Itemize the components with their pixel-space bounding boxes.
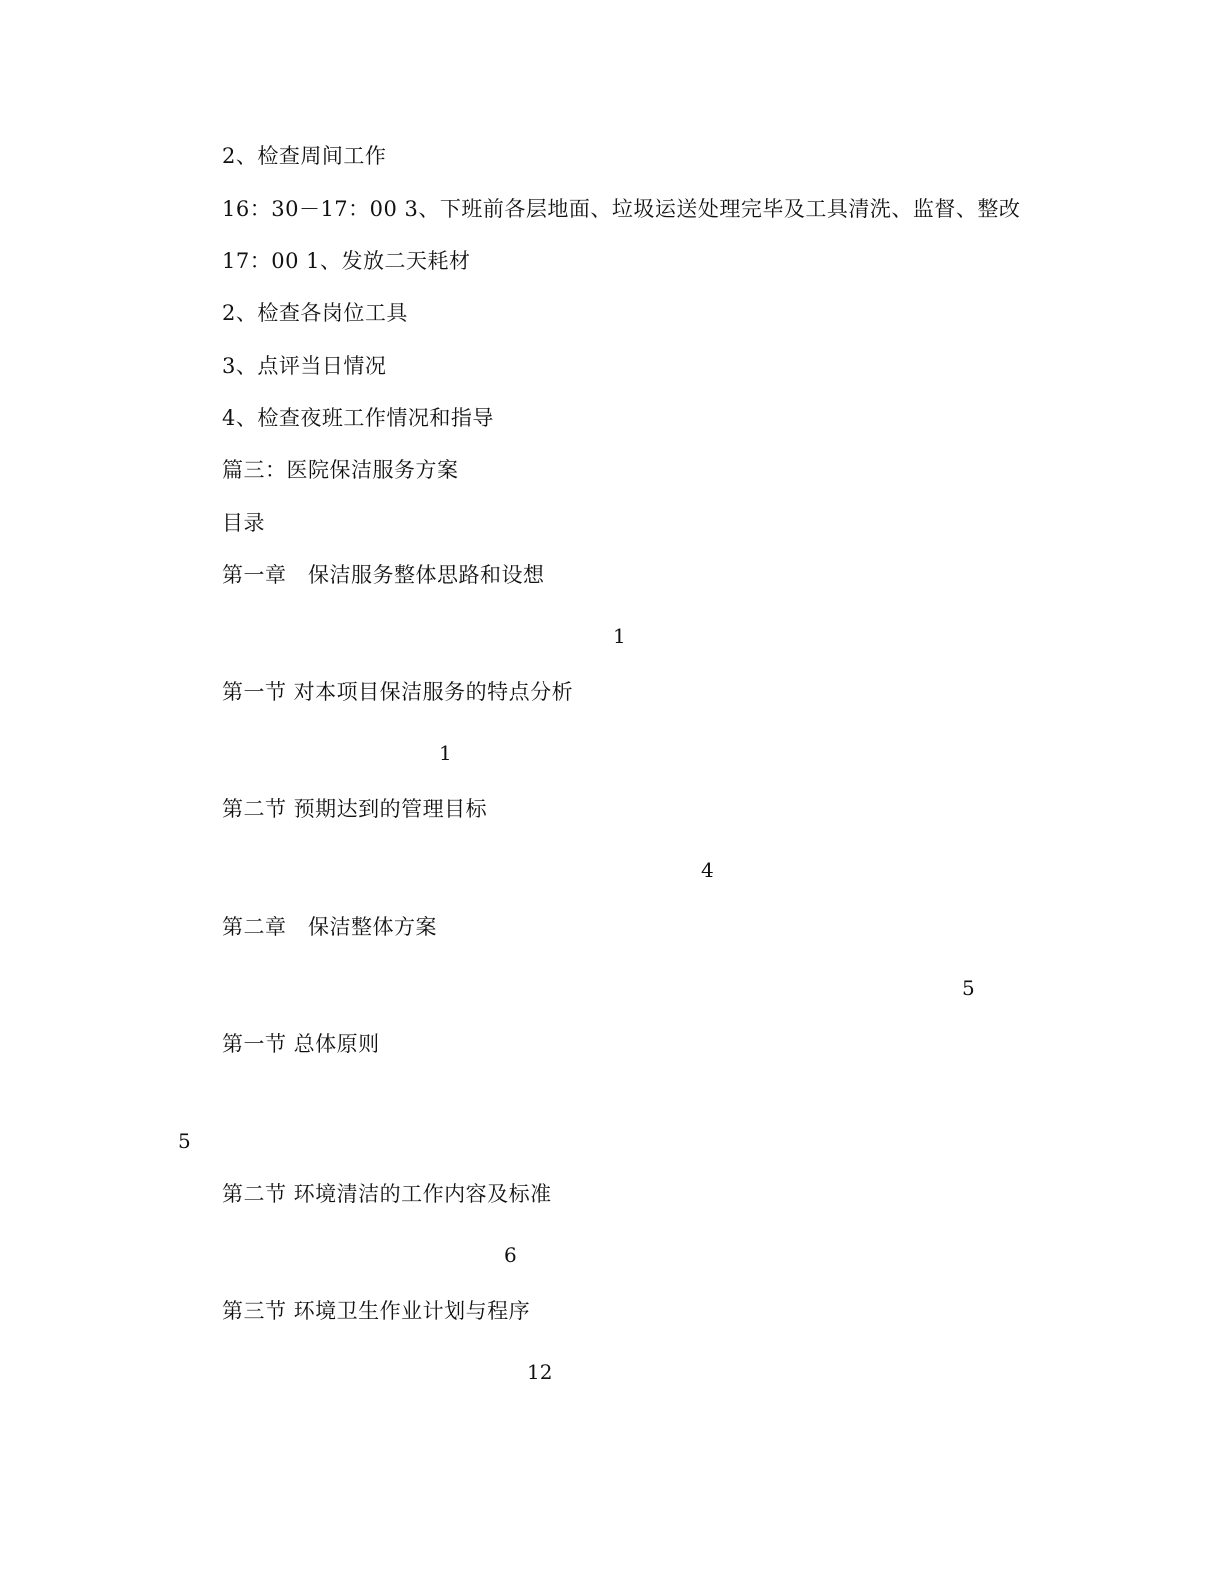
toc-entry-page: 6 [504,1243,517,1267]
toc-entry-page: 1 [613,624,626,648]
toc-entry-page: 5 [962,976,975,1000]
text-line: 3、点评当日情况 [222,354,387,378]
toc-entry-title: 第三节 环境卫生作业计划与程序 [222,1299,531,1323]
toc-entry-title: 第一节 总体原则 [222,1032,380,1056]
text-line: 4、检查夜班工作情况和指导 [222,406,494,430]
text-line: 16：30－17：00 3、下班前各层地面、垃圾运送处理完毕及工具清洗、监督、整改 [222,197,1021,221]
section-heading: 篇三：医院保洁服务方案 [222,458,459,482]
toc-entry-title: 第一章 保洁服务整体思路和设想 [222,563,545,587]
toc-entry-title: 第二节 预期达到的管理目标 [222,797,488,821]
toc-entry-page: 1 [439,741,452,765]
text-line: 2、检查周间工作 [222,144,387,168]
text-line: 2、检查各岗位工具 [222,301,408,325]
toc-entry-page: 12 [527,1360,553,1384]
toc-heading: 目录 [222,511,265,535]
toc-entry-title: 第二节 环境清洁的工作内容及标准 [222,1182,552,1206]
toc-entry-page: 5 [178,1129,191,1153]
text-line: 17：00 1、发放二天耗材 [222,249,471,273]
toc-entry-page: 4 [701,858,714,882]
toc-entry-title: 第一节 对本项目保洁服务的特点分析 [222,680,574,704]
toc-entry-title: 第二章 保洁整体方案 [222,915,437,939]
